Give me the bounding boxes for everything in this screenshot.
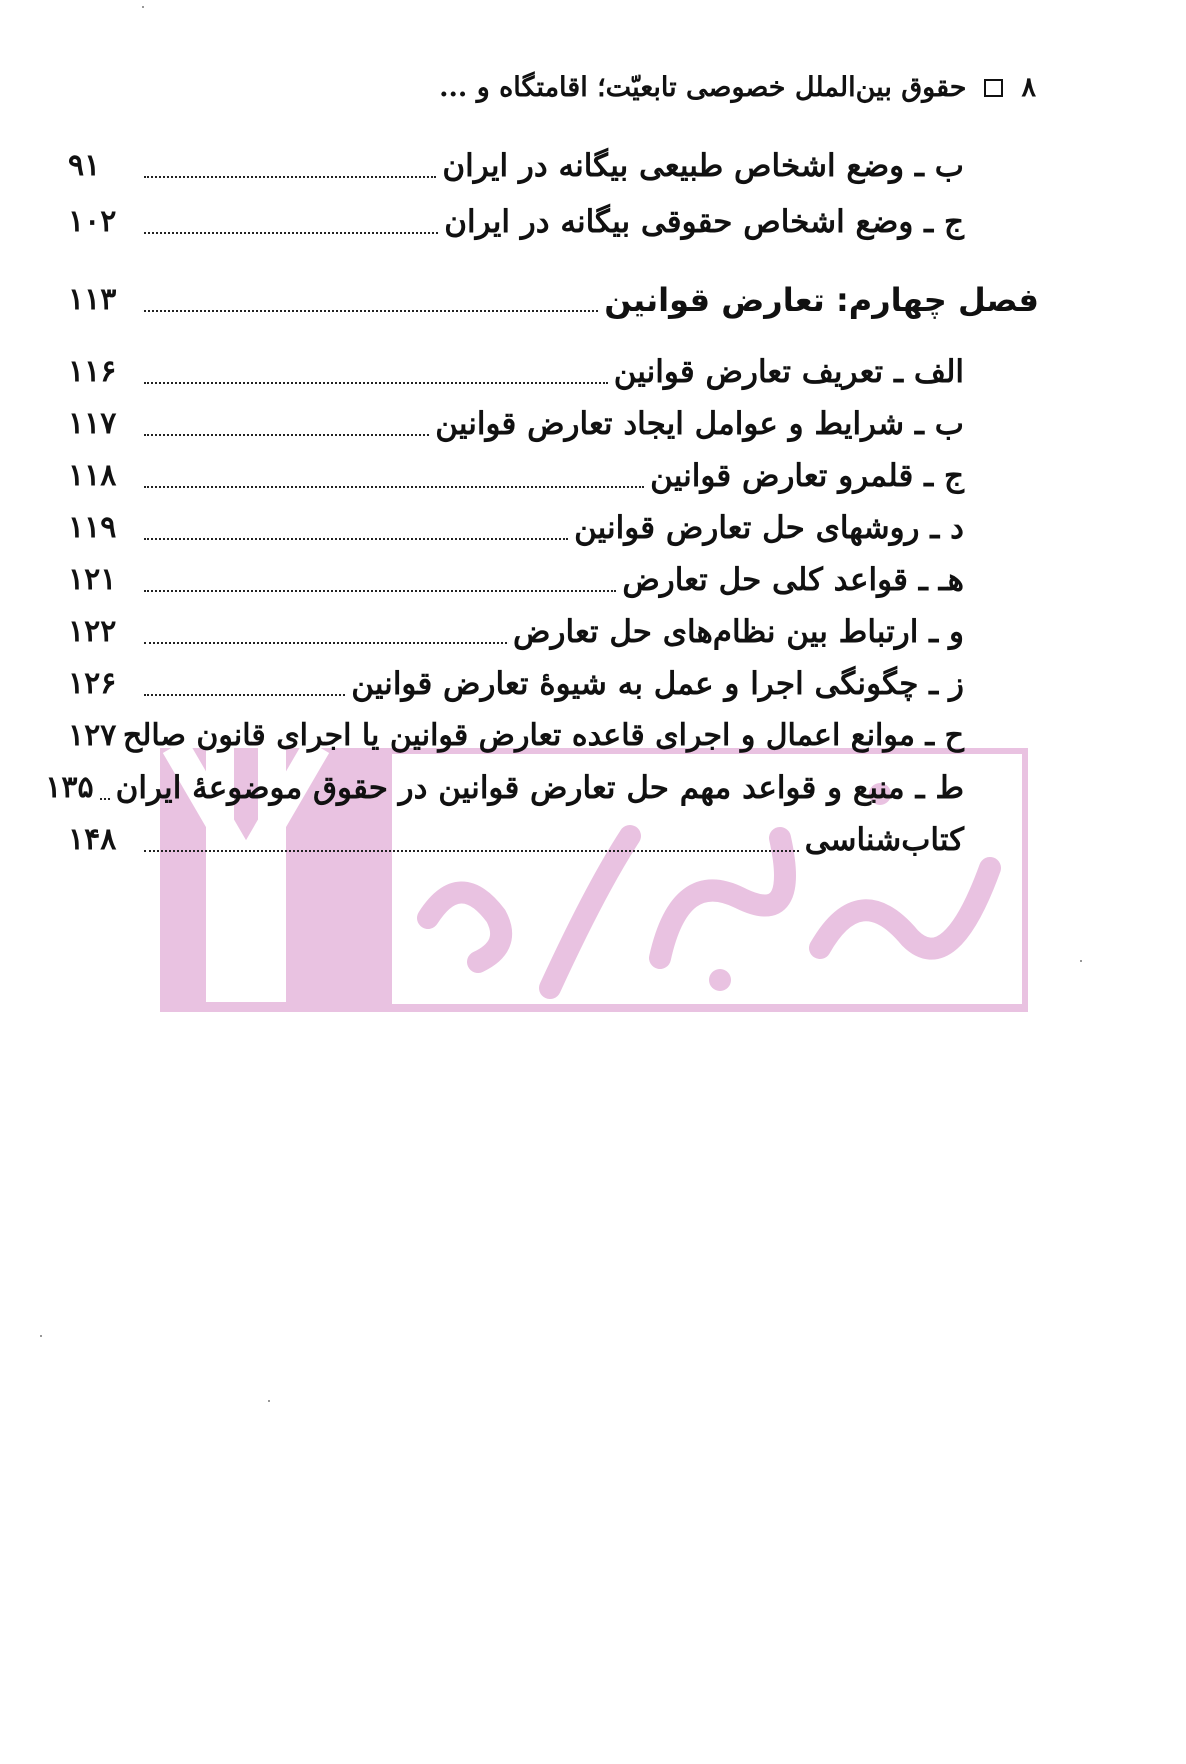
dot-leader (144, 232, 438, 234)
toc-entry (68, 654, 964, 704)
toc-entry-page: ۱۱۸ (68, 458, 117, 493)
toc-entry-title: د ـ روشهای حل تعارض قوانین (574, 510, 964, 546)
toc-entry-page: ۱۳۵ (45, 770, 94, 805)
dot-leader (144, 434, 429, 436)
toc-entry-page: ۱۰۲ (68, 204, 117, 239)
toc-entry (68, 810, 964, 860)
toc-entry (68, 602, 964, 652)
toc-entry-title: ج ـ قلمرو تعارض قوانین (650, 458, 964, 494)
toc-entry (68, 498, 964, 548)
toc-entry-title: ب ـ وضع اشخاص طبیعی بیگانه در ایران (442, 148, 964, 184)
dot-leader (144, 176, 436, 178)
toc-entry-title: ح ـ موانع اعمال و اجرای قاعده تعارض قوانین یا اجرای قانون صالح (122, 718, 964, 753)
toc-entry-page: ۱۱۷ (68, 406, 117, 441)
dot-leader (100, 798, 110, 800)
toc-entry-page: ۱۱۶ (68, 354, 117, 389)
toc-entry-title: ب ـ شرایط و عوامل ایجاد تعارض قوانین (435, 406, 964, 442)
dot-leader (144, 538, 568, 540)
book-title: حقوق بین‌الملل خصوصی تابعیّت؛ اقامتگاه و ... (439, 72, 967, 103)
dot-leader (144, 590, 616, 592)
scan-speck (1080, 960, 1082, 962)
square-bullet-icon (984, 79, 1003, 97)
toc-entry (68, 192, 964, 242)
toc-entry-page: ۱۲۶ (68, 666, 117, 701)
toc-chapter-heading (68, 270, 1039, 320)
toc-entry (68, 394, 964, 444)
chapter-title: فصل چهارم: تعارض قوانین (604, 281, 1039, 319)
toc-entry-title: ط ـ منبع و قواعد مهم حل تعارض قوانین در حقوق موضوعهٔ ایران (115, 770, 964, 806)
toc-entry-page: ۹۱ (68, 148, 101, 183)
toc-entry-title: ز ـ چگونگی اجرا و عمل به شیوهٔ تعارض قوانین (351, 666, 964, 702)
dot-leader (144, 694, 345, 696)
page-number: ۸ (1021, 72, 1036, 103)
chapter-page: ۱۱۳ (68, 282, 117, 317)
running-header (439, 72, 1036, 103)
toc-entry (68, 706, 964, 756)
scan-speck (268, 1400, 270, 1402)
dot-leader (144, 642, 507, 644)
toc-entry-title: کتاب‌شناسی (804, 822, 964, 858)
dot-leader (144, 486, 644, 488)
toc-entry (68, 136, 964, 186)
toc-entry-title: هـ ـ قواعد کلی حل تعارض (622, 562, 964, 598)
toc-entry-page: ۱۲۱ (68, 562, 117, 597)
scan-speck (142, 6, 144, 8)
toc-entry-page: ۱۲۷ (68, 718, 117, 753)
toc-entry-page: ۱۲۲ (68, 614, 117, 649)
dot-leader (144, 850, 799, 852)
toc-entry (68, 446, 964, 496)
toc-entry-page: ۱۱۹ (68, 510, 117, 545)
toc-entry-title: ج ـ وضع اشخاص حقوقی بیگانه در ایران (444, 204, 964, 240)
toc-entry-title: و ـ ارتباط بین نظام‌های حل تعارض (513, 614, 964, 650)
toc-entry-page: ۱۴۸ (68, 822, 117, 857)
dot-leader (144, 310, 598, 312)
toc-entry (68, 342, 964, 392)
scan-speck (40, 1335, 42, 1337)
toc-entry (45, 758, 964, 808)
toc-entry (68, 550, 964, 600)
dot-leader (144, 382, 608, 384)
toc-entry-title: الف ـ تعریف تعارض قوانین (613, 354, 964, 390)
